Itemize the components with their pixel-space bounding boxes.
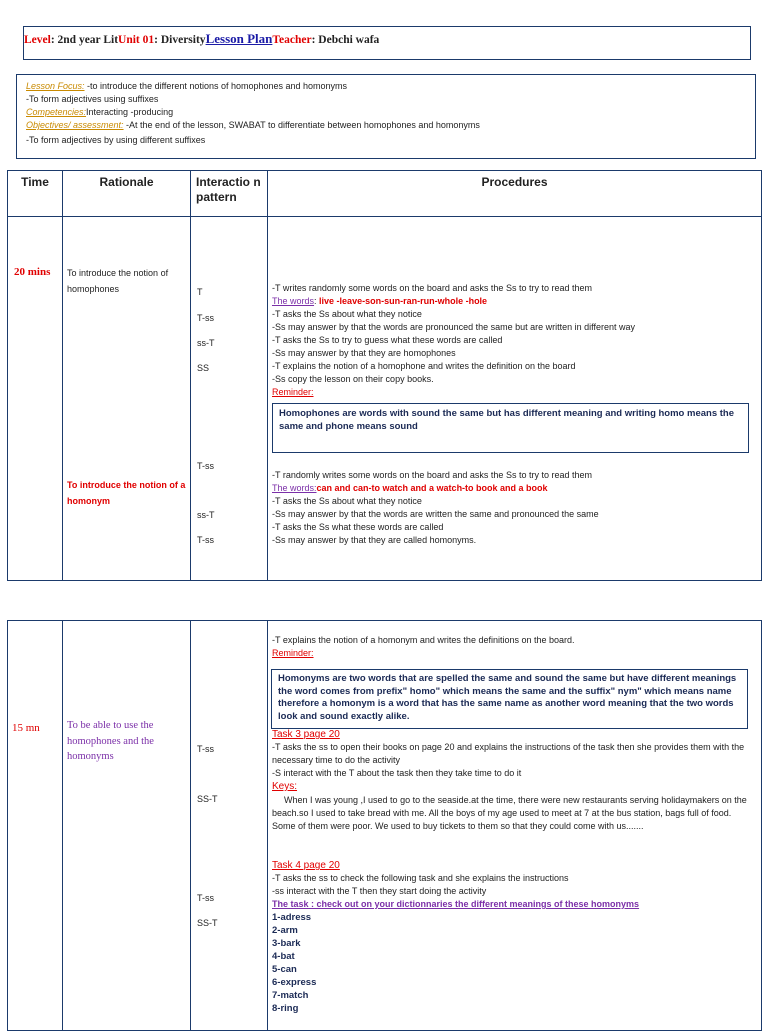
- focus-line-2: -To form adjectives using suffixes: [26, 94, 159, 104]
- focus-line: [26, 81, 347, 91]
- time-value: 15 mn: [12, 722, 40, 734]
- task3-line: -T asks the ss to open their books on page 20 and explains the instructions of the task then she provides them with the necessary time to do the activity: [272, 742, 745, 765]
- interaction-item: ss-T: [197, 510, 215, 520]
- list-item: 3-bark: [272, 938, 301, 949]
- proc-line: -T randomly writes some words on the board and asks the Ss to try to read them: [272, 470, 592, 480]
- header-interaction: Interactio n pattern: [191, 171, 268, 217]
- list-item: 5-can: [272, 964, 297, 975]
- list-item: 8-ring: [272, 1003, 299, 1014]
- proc-line: -Ss may answer by that they are homophones: [272, 348, 456, 358]
- list-item: 1-adress: [272, 912, 312, 923]
- procedures-table-1: [7, 170, 762, 581]
- reminder-label: Reminder:: [272, 387, 314, 397]
- objectives-value: -At the end of the lesson, SWABAT to differentiate between homophones and homonyms: [123, 120, 480, 130]
- header-procedures: Procedures: [268, 171, 762, 217]
- task4-title: Task 4 page 20: [272, 860, 340, 871]
- lesson-focus-label: Lesson Focus:: [26, 81, 85, 91]
- competencies-label: Competencies:: [26, 107, 87, 117]
- table-row: [8, 621, 762, 1031]
- procedures-table-2: [7, 620, 762, 1031]
- lesson-focus-box: [16, 74, 756, 159]
- list-item: 6-express: [272, 977, 317, 988]
- proc-line: -Ss may answer by that the words are pronounced the same but are written in different way: [272, 322, 636, 332]
- time-value: 20 mins: [14, 266, 51, 278]
- task3-title: Task 3 page 20: [272, 729, 340, 740]
- interaction-item: ss-T: [197, 338, 215, 348]
- homophone-definition-box: Homophones are words with sound the same but has different meaning and writing homo means the same and phone means sound: [272, 403, 749, 453]
- interaction-item: SS-T: [197, 794, 218, 804]
- keys-text: When I was young ,I used to go to the seaside.at the time, there were new restaurants serving holidaymakers on the beach.so I used to take bread with me. All the boys of my age used to meet at 7 at the bus station, bags full of food. Some of them were poor. We used to buy tickets to them so that they could come with us.......: [272, 795, 747, 831]
- teacher-label: Teacher: [272, 34, 312, 46]
- proc-line: -T explains the notion of a homophone and writes the definition on the board: [272, 361, 576, 371]
- task4-instruction: The task : check out on your dictionnaries the different meanings of these homonyms: [272, 899, 640, 909]
- competencies-line: [26, 107, 173, 117]
- task4-line: -T asks the ss to check the following task and she explains the instructions: [272, 873, 569, 883]
- interaction-item: T-ss: [197, 744, 214, 754]
- rationale-cell: [63, 621, 191, 1031]
- proc-line: -T writes randomly some words on the board and asks the Ss to try to read them: [272, 283, 592, 293]
- rationale-text: To be able to use the homophones and the homonyms: [67, 720, 154, 762]
- lesson-plan-title: Lesson Plan: [205, 31, 273, 46]
- unit-label: Unit 01: [118, 34, 155, 46]
- level-label: Level: [24, 34, 51, 46]
- teacher-value: : Debchi wafa: [311, 34, 380, 46]
- procedures-cell: [268, 621, 762, 1031]
- unit-value: : Diversity: [154, 34, 206, 46]
- table-header-row: [8, 171, 762, 217]
- level-value: : 2nd year Lit: [50, 34, 119, 46]
- proc-line: -T explains the notion of a homonym and writes the definitions on the board.: [272, 635, 575, 645]
- interaction-item: T-ss: [197, 893, 214, 903]
- rationale-homonym: To introduce the notion of a homonym: [67, 480, 186, 506]
- list-item: 4-bat: [272, 951, 295, 962]
- table-row: [8, 217, 762, 581]
- task4-line: -ss interact with the T then they start doing the activity: [272, 886, 487, 896]
- interaction-item: T-ss: [197, 461, 214, 471]
- interaction-item: T-ss: [197, 535, 214, 545]
- proc-line: -T asks the Ss to try to guess what these words are called: [272, 335, 503, 345]
- objectives-line: [26, 120, 480, 130]
- focus-line-5: -To form adjectives by using different suffixes: [26, 135, 206, 145]
- reminder-label: Reminder:: [272, 648, 314, 658]
- proc-line: -T asks the Ss what these words are called: [272, 522, 444, 532]
- rationale-cell: [63, 217, 191, 581]
- time-cell: [8, 621, 63, 1031]
- list-item: 2-arm: [272, 925, 298, 936]
- list-item: 7-match: [272, 990, 309, 1001]
- homonym-definition-box: Homonyms are two words that are spelled the same and sound the same but have different meanings the word comes from prefix" homo" which means the same and the suffix" nym" which means name therefore a homonym is a word that has the same name as another word meaning that the two words look and sound exactly alike.: [271, 669, 748, 729]
- objectives-label: Objectives/ assessment:: [26, 120, 124, 130]
- header-rationale: Rationale: [63, 171, 191, 217]
- interaction-cell: [191, 217, 268, 581]
- words-line: The words:can and can-to watch and a watch-to book and a book: [272, 483, 548, 493]
- interaction-item: SS-T: [197, 918, 218, 928]
- proc-line: -Ss may answer by that the words are written the same and pronounced the same: [272, 509, 599, 519]
- header-line: [24, 31, 379, 47]
- procedures-cell: [268, 217, 762, 581]
- proc-line: -Ss copy the lesson on their copy books.: [272, 374, 434, 384]
- competencies-value: Interacting -producing: [86, 107, 174, 117]
- proc-line: -Ss may answer by that they are called homonyms.: [272, 535, 477, 545]
- lesson-focus-value: -to introduce the different notions of homophones and homonyms: [84, 81, 348, 91]
- time-cell: [8, 217, 63, 581]
- proc-line: -T asks the Ss about what they notice: [272, 309, 422, 319]
- header-time: Time: [8, 171, 63, 217]
- interaction-item: T: [197, 287, 203, 297]
- task3-line: -S interact with the T about the task then they take time to do it: [272, 768, 522, 778]
- proc-line: -T asks the Ss about what they notice: [272, 496, 422, 506]
- interaction-item: SS: [197, 363, 210, 373]
- keys-label: Keys:: [272, 781, 298, 792]
- rationale-homophones: To introduce the notion of homophones: [67, 268, 169, 294]
- words-line: The words: live -leave-son-sun-ran-run-whole -hole: [272, 296, 488, 306]
- interaction-cell: [191, 621, 268, 1031]
- interaction-item: T-ss: [197, 313, 214, 323]
